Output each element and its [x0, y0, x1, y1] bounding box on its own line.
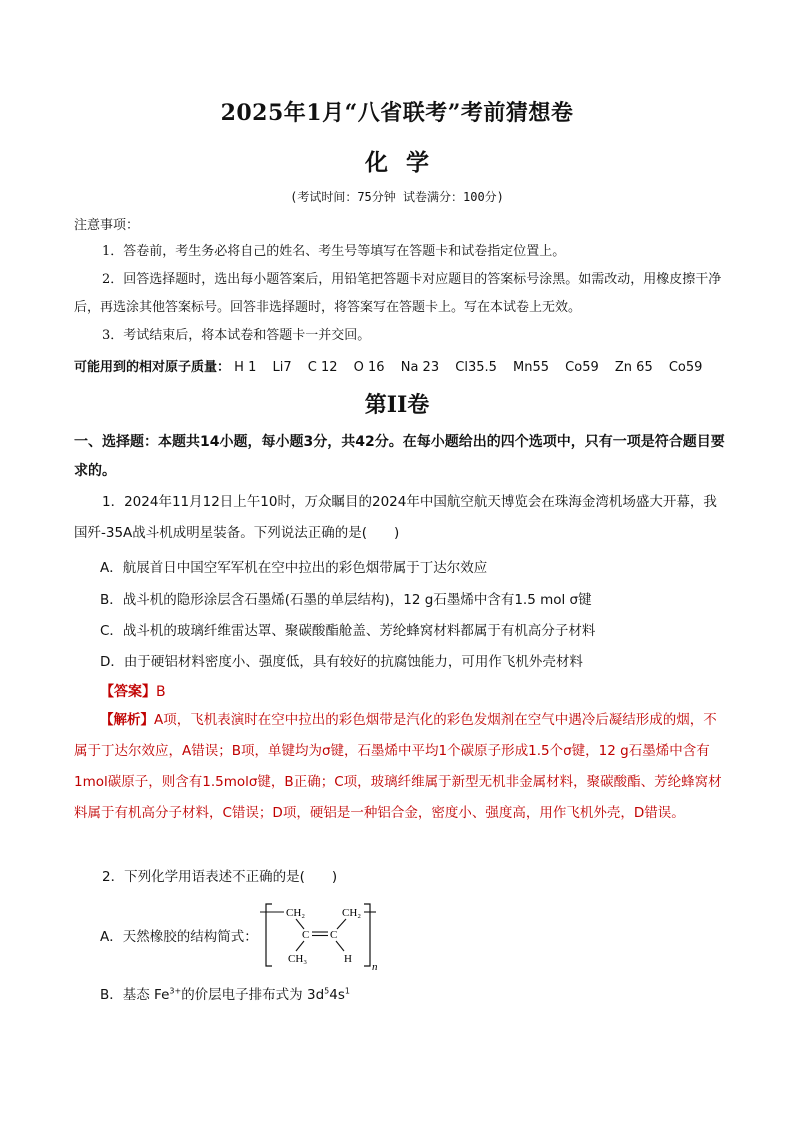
- analysis-text: A项，飞机表演时在空中拉出的彩色烟带是汽化的彩色发烟剂在空气中遇冷后凝结形成的烟，不属于丁达尔效应，A错误；B项，单键均为σ键，石墨烯中平均1个碳原子形成1.5个σ键，12 g石墨烯中含有1mol碳原子，则含有1.5molσ键，B正确；C项，玻璃纤维属于新型无机非金属材料，聚碳酸酯、芳纶蜂窝材料属于有机高分子材料，C错误；D项，硬铝是一种铝合金，密度小、强度高，用作飞机外壳，D错误。: [74, 712, 722, 821]
- atom-top-right: CH₂: [342, 907, 362, 919]
- bond-c-h: [336, 941, 344, 951]
- question-1-option-a: A．航展首日中国空军军机在空中拉出的彩色烟带属于丁达尔效应: [100, 560, 488, 576]
- bond-ch2-c-left: [296, 919, 304, 929]
- atom-c-right: C: [330, 929, 338, 941]
- question-1-stem: 1．2024年11月12日上午10时，万众瞩目的2024年中国航空航天博览会在珠海金湾机场盛大开幕，我国歼-35A战斗机成明星装备。下列说法正确的是( ): [74, 494, 717, 541]
- analysis-label: 【解析】: [100, 712, 154, 728]
- note-item: 2．回答选择题时，选出每小题答案后，用铅笔把答题卡对应题目的答案标号涂黑。如需改动，用橡皮擦干净后，再选涂其他答案标号。回答非选择题时，将答案写在答题卡上。写在本试卷上无效。: [74, 272, 722, 315]
- question-1-option-d: D．由于硬铝材料密度小、强度低，具有较好的抗腐蚀能力，可用作飞机外壳材料: [100, 654, 583, 670]
- note-item: 1．答卷前，考生务必将自己的姓名、考生号等填写在答题卡和试卷指定位置上。: [102, 244, 566, 259]
- repeat-subscript: n: [372, 961, 378, 972]
- natural-rubber-structure: [260, 900, 480, 972]
- bracket-right: [364, 904, 370, 966]
- question-1-option-b: B．战斗机的隐形涂层含石墨烯(石墨的单层结构)，12 g石墨烯中含有1.5 mol σ键: [100, 592, 592, 608]
- time-info: (考试时间：75分钟 试卷满分：100分): [290, 190, 504, 204]
- option-a-label: A．天然橡胶的结构简式：: [100, 929, 258, 945]
- question-1-analysis: [74, 705, 726, 829]
- element-mass: C 12: [307, 360, 338, 375]
- element-mass: Na 23: [400, 360, 440, 375]
- question-2-option-b: B．基态 $Fe^{3+}$的价层电子排布式为 $3d^54s^1$: [100, 986, 350, 1003]
- subject-title: 化学: [365, 149, 447, 176]
- atomic-masses: [74, 356, 714, 375]
- question-1-option-c: C．战斗机的玻璃纤维雷达罩、聚碳酸酯舱盖、芳纶蜂窝材料都属于有机高分子材料: [100, 623, 596, 639]
- volume-title: 第II卷: [364, 392, 430, 418]
- exam-title: 2025年1月“八省联考”考前猜想卷: [220, 100, 574, 126]
- element-mass: Mn55: [513, 360, 550, 375]
- element-mass: Cl35.5: [455, 360, 497, 375]
- element-mass: Li7: [272, 360, 292, 375]
- answer-value: B: [156, 684, 166, 700]
- atom-bottom-right: H: [344, 953, 352, 965]
- atom-c-left: C: [302, 929, 310, 941]
- element-mass: O 16: [353, 360, 385, 375]
- question-2-option-a: [100, 900, 500, 972]
- atomic-masses-label: 可能用到的相对原子质量：: [74, 360, 231, 375]
- element-mass: Co59: [668, 360, 703, 375]
- question-1-answer: [100, 681, 166, 701]
- atom-top-left: CH₂: [286, 907, 306, 919]
- notes-heading: 注意事项：: [74, 218, 140, 233]
- note-item: 3．考试结束后，将本试卷和答题卡一并交回。: [102, 328, 371, 343]
- element-mass: H 1: [234, 360, 257, 375]
- atom-bottom-left: CH₃: [288, 953, 308, 965]
- section-instructions: 一、选择题：本题共14小题，每小题3分，共42分。在每小题给出的四个选项中，只有一项是符合题目要求的。: [74, 434, 725, 479]
- element-mass: Zn 65: [614, 360, 653, 375]
- bond-ch2-c-right: [337, 919, 346, 929]
- element-mass: Co59: [565, 360, 599, 375]
- bracket-left: [266, 904, 272, 966]
- question-2-stem: 2．下列化学用语表述不正确的是( ): [102, 869, 338, 885]
- answer-label: 【答案】: [100, 684, 156, 700]
- bond-c-ch3: [296, 941, 304, 951]
